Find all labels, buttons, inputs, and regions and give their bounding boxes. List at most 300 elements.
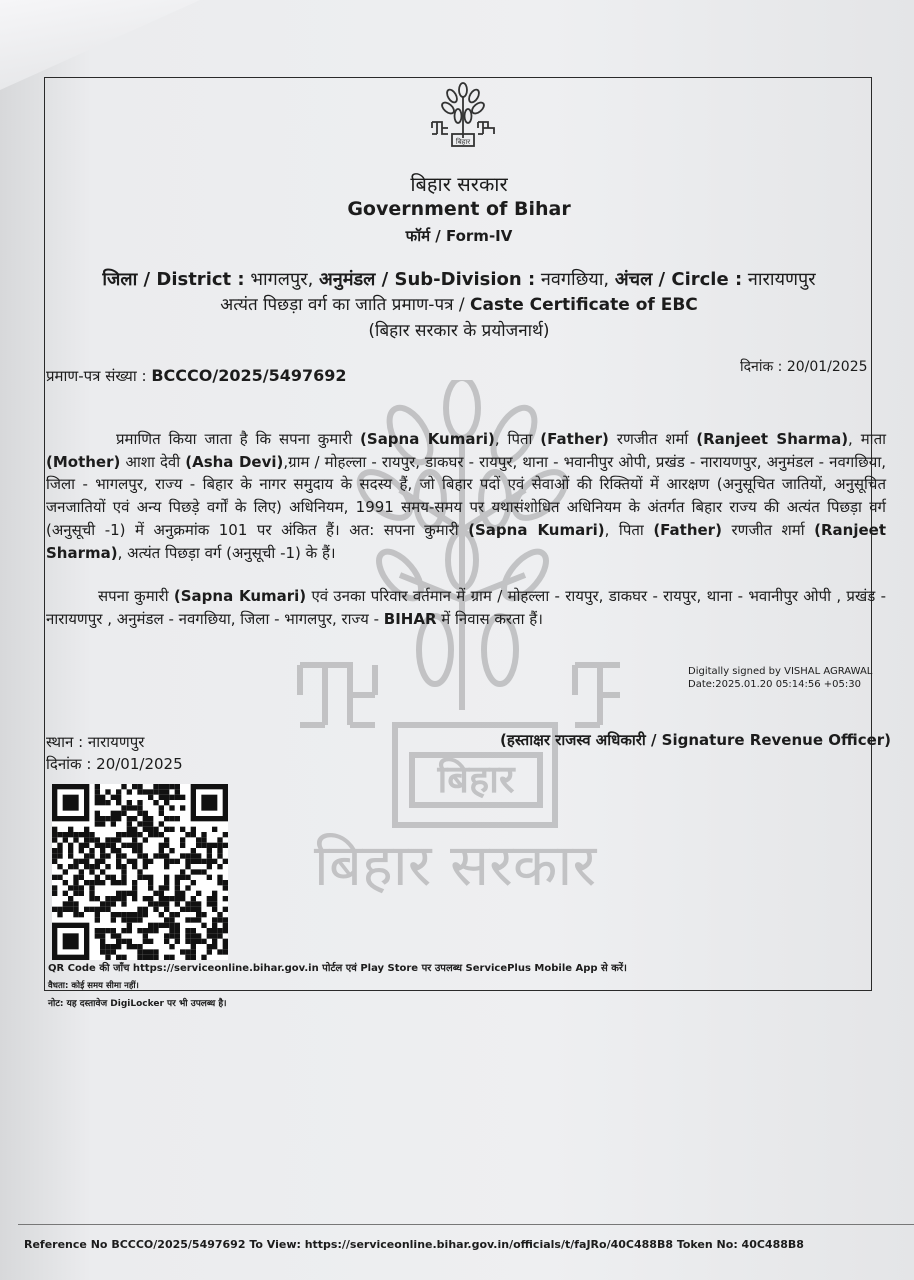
qr-module (180, 853, 185, 858)
qr-module (185, 885, 190, 890)
para1-text: , अत्यंत पिछड़ा वर्ग (अनुसूची -1) के हैं। (117, 543, 336, 562)
district-value: भागलपुर, (250, 269, 314, 290)
district-label: जिला / District : (102, 269, 245, 290)
digital-signature-date: Date:2025.01.20 05:14:56 +05:30 (688, 679, 861, 690)
qr-module (95, 912, 100, 917)
qr-module (116, 832, 121, 837)
para1-mother-en: (Asha Devi) (185, 452, 284, 471)
qr-module (191, 949, 196, 954)
qr-module (164, 939, 169, 944)
qr-module (180, 827, 185, 832)
title-hindi: बिहार सरकार (410, 172, 508, 196)
qr-module (73, 864, 78, 869)
qr-module (100, 848, 105, 853)
qr-module (95, 800, 100, 805)
qr-module (63, 832, 68, 837)
qr-module (175, 939, 180, 944)
qr-module (191, 901, 196, 906)
qr-module (169, 784, 174, 789)
qr-module (121, 805, 126, 810)
purpose-line: (बिहार सरकार के प्रयोजनार्थ) (368, 321, 550, 341)
qr-module (159, 843, 164, 848)
qr-module (137, 832, 142, 837)
qr-module (148, 859, 153, 864)
qr-module (105, 928, 110, 933)
qr-module (153, 827, 158, 832)
qr-module (217, 864, 222, 869)
qr-module (212, 859, 217, 864)
qr-module (52, 837, 57, 842)
qr-module (143, 853, 148, 858)
para1-father-label: (Father) (653, 520, 722, 539)
qr-module (73, 891, 78, 896)
qr-module (148, 789, 153, 794)
circle-value: नारायणपुर (747, 269, 816, 290)
qr-module (116, 912, 121, 917)
qr-module (223, 928, 228, 933)
certificate-title-hindi: अत्यंत पिछड़ा वर्ग का जाति प्रमाण-पत्र / (220, 295, 471, 315)
qr-module (159, 896, 164, 901)
qr-module (175, 816, 180, 821)
para1-father-en: (Ranjeet Sharma) (696, 430, 849, 448)
qr-module (212, 917, 217, 922)
qr-module (169, 816, 174, 821)
qr-module (148, 901, 153, 906)
qr-module (63, 880, 68, 885)
qr-module (132, 805, 137, 810)
qr-module (127, 923, 132, 928)
reference-view-link[interactable]: To View: https://serviceonline.bihar.gov.in/officials/t/faJRo/40C488B8 Token No: 40C488B8 (249, 1238, 804, 1251)
certificate-number-label: प्रमाण-पत्र संख्या : (46, 367, 147, 385)
qr-module (164, 789, 169, 794)
qr-module (111, 880, 116, 885)
officer-signature-label: (हस्ताक्षर राजस्व अधिकारी / Signature Revenue Officer) (500, 731, 892, 749)
qr-module (52, 907, 57, 912)
qr-module (79, 912, 84, 917)
qr-module (111, 896, 116, 901)
qr-module (100, 800, 105, 805)
qr-module (84, 853, 89, 858)
qr-module (191, 917, 196, 922)
qr-module (169, 923, 174, 928)
qr-module (137, 875, 142, 880)
qr-module (132, 880, 137, 885)
qr-module (127, 891, 132, 896)
qr-module (100, 821, 105, 826)
qr-module (132, 843, 137, 848)
qr-module (169, 827, 174, 832)
qr-module (201, 912, 206, 917)
qr-module (217, 912, 222, 917)
qr-module (116, 891, 121, 896)
qr-module (95, 880, 100, 885)
qr-module (84, 907, 89, 912)
qr-module (164, 843, 169, 848)
qr-module (159, 885, 164, 890)
certificate-title-english: Caste Certificate of EBC (470, 295, 698, 315)
qr-module (153, 901, 158, 906)
qr-module (196, 939, 201, 944)
qr-module (159, 789, 164, 794)
emblem-leaf (465, 109, 472, 123)
qr-module (217, 837, 222, 842)
qr-module (132, 859, 137, 864)
qr-module (95, 789, 100, 794)
qr-module (116, 859, 121, 864)
qr-module (121, 912, 126, 917)
qr-module (132, 917, 137, 922)
qr-module (111, 928, 116, 933)
qr-module (84, 880, 89, 885)
qr-module (73, 837, 78, 842)
qr-module (169, 917, 174, 922)
para1-text: , पिता (494, 430, 541, 448)
qr-module (207, 928, 212, 933)
qr-module (164, 907, 169, 912)
qr-module (116, 816, 121, 821)
qr-module (143, 811, 148, 816)
qr-module (127, 944, 132, 949)
qr-module (116, 800, 121, 805)
qr-module (111, 795, 116, 800)
qr-module (207, 859, 212, 864)
qr-module (143, 912, 148, 917)
qr-module (105, 837, 110, 842)
qr-module (89, 832, 94, 837)
watermark-text: बिहार सरकार (313, 831, 597, 899)
qr-module (175, 923, 180, 928)
qr-module (116, 837, 121, 842)
qr-module (132, 864, 137, 869)
qr-module (132, 832, 137, 837)
qr-module (185, 928, 190, 933)
qr-module (148, 827, 153, 832)
digital-signature (688, 665, 872, 691)
qr-module (121, 853, 126, 858)
qr-module (127, 805, 132, 810)
qr-module (207, 901, 212, 906)
qr-module (185, 864, 190, 869)
qr-module (121, 939, 126, 944)
qr-module (89, 885, 94, 890)
qr-module (201, 843, 206, 848)
qr-module (164, 917, 169, 922)
qr-module (148, 880, 153, 885)
qr-module (223, 885, 228, 890)
qr-module (207, 896, 212, 901)
qr-module (201, 923, 206, 928)
qr-module (84, 837, 89, 842)
qr-module (132, 896, 137, 901)
qr-module (153, 891, 158, 896)
qr-module (57, 907, 62, 912)
qr-module (121, 880, 126, 885)
qr-module (57, 832, 62, 837)
qr-module (175, 901, 180, 906)
certification-paragraph (46, 428, 886, 564)
qr-module (63, 837, 68, 842)
qr-module (201, 859, 206, 864)
qr-module (57, 875, 62, 880)
para2-state: BIHAR (383, 609, 437, 628)
qr-module (68, 901, 73, 906)
qr-module (201, 837, 206, 842)
qr-module (105, 864, 110, 869)
qr-module (212, 901, 217, 906)
qr-module (164, 880, 169, 885)
para2-name-en: (Sapna Kumari) (173, 587, 307, 605)
qr-module (100, 859, 105, 864)
qr-module (217, 933, 222, 938)
qr-module (191, 944, 196, 949)
qr-finder-pattern (63, 933, 79, 949)
qr-module (52, 875, 57, 880)
qr-module (223, 832, 228, 837)
qr-module (223, 917, 228, 922)
certificate-number-value: BCCCO/2025/5497692 (151, 366, 347, 385)
qr-module (148, 885, 153, 890)
subdivision-value: नवगछिया, (540, 269, 610, 290)
qr-module (175, 789, 180, 794)
qr-module (191, 859, 196, 864)
emblem-text: बिहार (455, 138, 471, 146)
qr-module (137, 853, 142, 858)
qr-finder-pattern (201, 795, 217, 811)
qr-module (164, 859, 169, 864)
digilocker-note: नोट: यह दस्तावेज DigiLocker पर भी उपलब्ध है। (48, 999, 227, 1009)
qr-module (159, 784, 164, 789)
qr-module (207, 949, 212, 954)
qr-module (121, 811, 126, 816)
qr-module (100, 816, 105, 821)
qr-module (84, 832, 89, 837)
qr-module (100, 928, 105, 933)
qr-module (57, 853, 62, 858)
para1-text: प्रमाणित किया जाता है कि सपना कुमारी (116, 430, 361, 448)
qr-module (73, 912, 78, 917)
qr-module (207, 944, 212, 949)
qr-module (148, 939, 153, 944)
qr-module (185, 901, 190, 906)
qr-module (111, 912, 116, 917)
qr-module (217, 875, 222, 880)
qr-module (148, 875, 153, 880)
qr-module (185, 933, 190, 938)
qr-module (68, 896, 73, 901)
qr-module (89, 880, 94, 885)
qr-module (57, 864, 62, 869)
qr-module (127, 827, 132, 832)
qr-module (153, 923, 158, 928)
qr-module (212, 827, 217, 832)
qr-module (148, 832, 153, 837)
qr-module (105, 907, 110, 912)
qr-module (121, 832, 126, 837)
qr-module (89, 869, 94, 874)
qr-module (100, 949, 105, 954)
qr-module (207, 864, 212, 869)
qr-module (111, 949, 116, 954)
qr-module (111, 816, 116, 821)
qr-module (217, 880, 222, 885)
qr-module (68, 864, 73, 869)
qr-module (137, 869, 142, 874)
qr-module (116, 896, 121, 901)
qr-module (89, 837, 94, 842)
para1-text: , माता (848, 430, 887, 448)
qr-module (153, 907, 158, 912)
qr-module (100, 880, 105, 885)
qr-module (191, 848, 196, 853)
qr-module (137, 944, 142, 949)
qr-module (212, 944, 217, 949)
qr-module (212, 923, 217, 928)
qr-module (207, 933, 212, 938)
qr-module (191, 880, 196, 885)
qr-module (175, 795, 180, 800)
qr-module (143, 907, 148, 912)
qr-module (100, 795, 105, 800)
qr-module (132, 827, 137, 832)
qr-module (164, 795, 169, 800)
qr-module (180, 843, 185, 848)
qr-module (121, 875, 126, 880)
qr-module (164, 837, 169, 842)
qr-module (121, 864, 126, 869)
qr-module (68, 827, 73, 832)
emblem-leaf (455, 109, 462, 123)
qr-module (132, 944, 137, 949)
qr-module (159, 848, 164, 853)
qr-module (191, 907, 196, 912)
qr-module (164, 784, 169, 789)
qr-module (196, 917, 201, 922)
qr-module (111, 848, 116, 853)
qr-module (175, 784, 180, 789)
qr-module (127, 789, 132, 794)
qr-module (169, 933, 174, 938)
qr-module (143, 896, 148, 901)
qr-module (164, 901, 169, 906)
qr-module (169, 944, 174, 949)
qr-module (196, 891, 201, 896)
qr-module (111, 944, 116, 949)
qr-module (191, 869, 196, 874)
para1-father-en: (Ranjeet Sharma) (46, 520, 886, 562)
para2-text: सपना कुमारी (98, 587, 174, 605)
para1-name-en: (Sapna Kumari) (360, 430, 495, 448)
emblem-leaf (445, 88, 459, 104)
qr-module (153, 789, 158, 794)
qr-module (79, 885, 84, 890)
qr-module (73, 880, 78, 885)
qr-module (223, 944, 228, 949)
qr-module (68, 832, 73, 837)
qr-module (95, 928, 100, 933)
digital-signature-signer: Digitally signed by VISHAL AGRAWAL (688, 666, 873, 677)
qr-module (79, 869, 84, 874)
qr-module (95, 816, 100, 821)
qr-module (175, 933, 180, 938)
qr-module (84, 859, 89, 864)
qr-module (196, 912, 201, 917)
qr-module (164, 864, 169, 869)
qr-module (212, 928, 217, 933)
qr-module (164, 816, 169, 821)
qr-module (175, 928, 180, 933)
qr-module (105, 896, 110, 901)
qr-module (89, 896, 94, 901)
bihar-emblem-icon (428, 82, 498, 152)
qr-module (127, 832, 132, 837)
qr-finder-pattern (63, 795, 79, 811)
qr-module (73, 885, 78, 890)
qr-module (111, 917, 116, 922)
qr-code[interactable] (52, 784, 228, 960)
qr-module (148, 816, 153, 821)
circle-label: अंचल / Circle : (614, 269, 743, 290)
qr-module (127, 917, 132, 922)
qr-module (148, 821, 153, 826)
qr-module (143, 864, 148, 869)
qr-module (164, 800, 169, 805)
reference-divider (18, 1224, 914, 1225)
qr-module (137, 789, 142, 794)
qr-module (57, 912, 62, 917)
qr-module (89, 848, 94, 853)
qr-module (169, 805, 174, 810)
qr-module (68, 848, 73, 853)
qr-module (175, 859, 180, 864)
qr-module (223, 896, 228, 901)
qr-module (159, 891, 164, 896)
qr-module (196, 901, 201, 906)
qr-module (79, 848, 84, 853)
qr-module (95, 784, 100, 789)
qr-module (95, 917, 100, 922)
qr-module (164, 875, 169, 880)
qr-module (196, 843, 201, 848)
qr-module (175, 875, 180, 880)
emblem-leaf (459, 83, 467, 97)
qr-module (105, 944, 110, 949)
qr-module (212, 907, 217, 912)
qr-module (68, 907, 73, 912)
qr-module (159, 853, 164, 858)
qr-module (153, 784, 158, 789)
qr-module (212, 843, 217, 848)
qr-module (153, 949, 158, 954)
qr-module (191, 928, 196, 933)
qr-module (79, 832, 84, 837)
qr-module (137, 907, 142, 912)
qr-module (121, 928, 126, 933)
qr-module (217, 928, 222, 933)
qr-module (84, 827, 89, 832)
qr-module (196, 853, 201, 858)
qr-module (100, 901, 105, 906)
qr-module (68, 843, 73, 848)
para1-text: आशा देवी (120, 452, 186, 471)
qr-verification-note: QR Code की जाँच https://serviceonline.bihar.gov.in पोर्टल एवं Play Store पर उपलब्ध ServicePlus Mobile App से करें। (48, 963, 627, 974)
qr-module (185, 875, 190, 880)
qr-module (191, 827, 196, 832)
qr-module (201, 869, 206, 874)
qr-module (159, 832, 164, 837)
qr-module (180, 869, 185, 874)
qr-module (180, 875, 185, 880)
qr-module (52, 891, 57, 896)
